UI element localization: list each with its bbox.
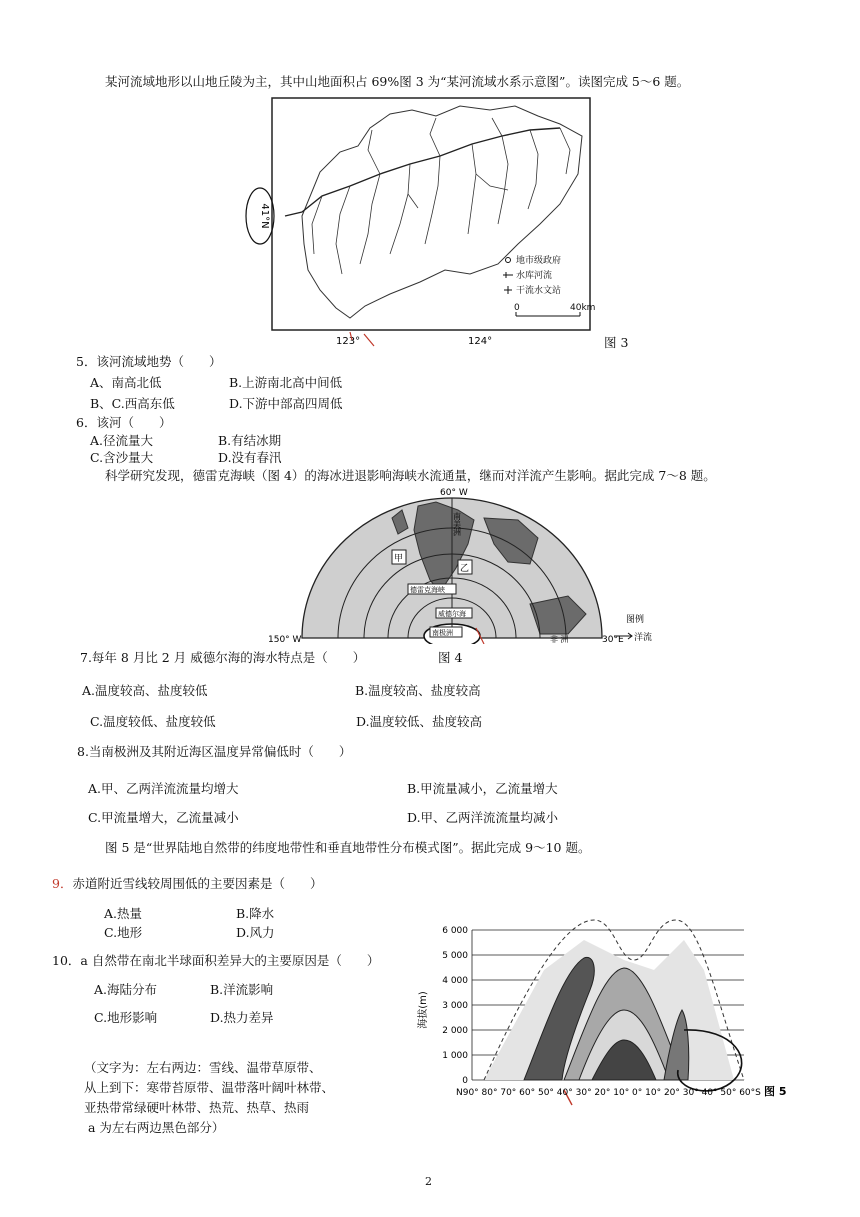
note-line-4: a 为左右两边黑色部分）: [88, 1120, 225, 1135]
q6-option-c[interactable]: C.含沙量大: [90, 450, 154, 465]
label-jia: 甲: [394, 554, 404, 564]
q7-option-b[interactable]: B.温度较高、盐度较高: [355, 683, 481, 698]
note-line-2: 从上到下：寒带苔原带、温带落叶阔叶林带、: [84, 1080, 335, 1095]
intro-paragraph-2: 科学研究发现，德雷克海峡（图 4）的海冰进退影响海峡水流通量，继而对洋流产生影响。据此完成 7～8 题。: [105, 468, 716, 483]
label-30e: 30°E: [602, 635, 624, 644]
label-yi: 乙: [460, 564, 470, 574]
q5-option-c[interactable]: B、C.西高东低: [90, 396, 175, 411]
zonation-diagram-svg: [414, 910, 794, 1115]
q5-option-d[interactable]: D.下游中部高四周低: [229, 396, 343, 411]
note-line-1: （文字为：左右两边：雪线、温带草原带、: [84, 1060, 322, 1075]
q10-option-b[interactable]: B.洋流影响: [210, 982, 274, 997]
river-basin-map-svg: [240, 94, 620, 356]
q5-option-a[interactable]: A、南高北低: [90, 375, 162, 390]
label-south-america: 南美洲: [452, 512, 462, 536]
q9-option-b[interactable]: B.降水: [236, 906, 275, 921]
chart5-ytick-1000: 1 000: [442, 1051, 468, 1061]
q8-option-b[interactable]: B.甲流量减小，乙流量增大: [407, 781, 558, 796]
q9-number: 9．: [52, 876, 73, 891]
q9-stem: 赤道附近雪线较周围低的主要因素是（ ）: [72, 876, 323, 891]
q6-option-d[interactable]: D.没有春汛: [218, 450, 282, 465]
chart5-ylabel: 海拔(m): [418, 991, 429, 1029]
q7-option-a[interactable]: A.温度较高、盐度较低: [82, 683, 208, 698]
q6-option-a[interactable]: A.径流量大: [90, 433, 154, 448]
label-drake: 德雷克海峡: [410, 586, 445, 594]
legend-item-reservoir: 水库河流: [516, 271, 553, 281]
q8-option-c[interactable]: C.甲流量增大，乙流量减小: [88, 810, 239, 825]
q10-stem: 10．a 自然带在南北半球面积差异大的主要原因是（ ）: [52, 953, 380, 968]
chart5-ytick-6000: 6 000: [442, 926, 468, 936]
drake-passage-map-svg: [268, 484, 658, 644]
q10-option-d[interactable]: D.热力差异: [210, 1010, 274, 1025]
page-number: 2: [425, 1175, 432, 1188]
figure-3-caption: 图 3: [604, 335, 629, 350]
label-weddell: 威德尔海: [438, 610, 466, 618]
q10-option-c[interactable]: C.地形影响: [94, 1010, 158, 1025]
figure-4-caption: 图 4: [438, 650, 463, 665]
legend-item-station: 干流水文站: [516, 286, 562, 296]
scale-zero: 0: [514, 303, 520, 313]
intro-paragraph-1: 某河流域地形以山地丘陵为主，其中山地面积占 69%图 3 为“某河流域水系示意图”。读图完成 5～6 题。: [105, 74, 690, 89]
lon-label-123: 123°: [336, 336, 361, 347]
chart5-ytick-0: 0: [462, 1076, 468, 1086]
intro-paragraph-3: 图 5 是“世界陆地自然带的纬度地带性和垂直地带性分布模式图”。据此完成 9～10 题。: [105, 840, 591, 855]
legend-current: 洋流: [634, 633, 653, 643]
label-60w: 60° W: [440, 488, 468, 498]
chart5-xticks: N90° 80° 70° 60° 50° 40° 30° 20° 10° 0° 10° 20° 30° 40° 50° 60°S: [456, 1088, 761, 1098]
chart5-ytick-2000: 2 000: [442, 1026, 468, 1036]
note-line-3: 亚热带常绿硬叶林带、热荒、热草、热雨: [84, 1100, 310, 1115]
drake-passage-map: [268, 484, 658, 644]
q8-option-a[interactable]: A.甲、乙两洋流流量均增大: [88, 781, 239, 796]
q9-option-a[interactable]: A.热量: [104, 906, 143, 921]
q6-option-b[interactable]: B.有结冰期: [218, 433, 282, 448]
label-150w: 150° W: [268, 635, 302, 644]
chart5-ytick-3000: 3 000: [442, 1001, 468, 1011]
label-antarctica: 南极洲: [432, 629, 453, 637]
lat-label: 41°N: [259, 203, 270, 229]
q9-option-d[interactable]: D.风力: [236, 925, 275, 940]
q7-option-c[interactable]: C.温度较低、盐度较低: [90, 714, 216, 729]
chart5-ytick-5000: 5 000: [442, 951, 468, 961]
legend-item-city: 地市级政府: [516, 256, 562, 266]
legend-title: 图例: [626, 615, 645, 625]
figure-5-caption: 图 5: [764, 1085, 787, 1098]
q9-option-c[interactable]: C.地形: [104, 925, 143, 940]
q8-stem: 8.当南极洲及其附近海区温度异常偏低时（ ）: [77, 744, 352, 759]
scale-label: 40km: [570, 303, 596, 313]
chart5-ytick-4000: 4 000: [442, 976, 468, 986]
q6-stem: 6．该河（ ）: [76, 415, 172, 430]
label-africa: 非 洲: [550, 635, 569, 644]
q7-stem: 7.每年 8 月比 2 月 威德尔海的海水特点是（ ）: [80, 650, 366, 665]
q9-stem-line: [52, 874, 322, 892]
lon-label-124: 124°: [468, 336, 493, 347]
zonation-diagram: [414, 910, 794, 1115]
q7-option-d[interactable]: D.温度较低、盐度较高: [356, 714, 483, 729]
q5-stem: 5．该河流域地势（ ）: [76, 354, 222, 369]
q8-option-d[interactable]: D.甲、乙两洋流流量均减小: [407, 810, 559, 825]
q5-option-b[interactable]: B.上游南北高中间低: [229, 375, 343, 390]
q10-option-a[interactable]: A.海陆分布: [94, 982, 158, 997]
river-basin-map: [240, 94, 620, 356]
